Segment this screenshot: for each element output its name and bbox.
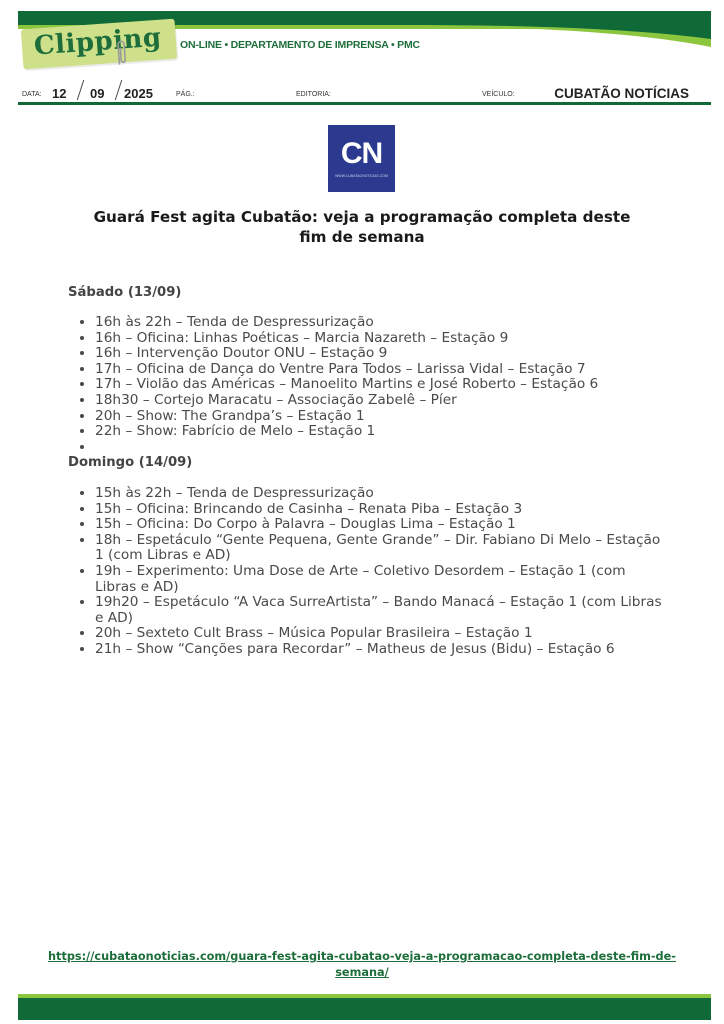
- list-item: • 21h – Show “Canções para Recordar” – Matheus de Jesus (Bidu) – Estação 6: [95, 642, 665, 658]
- list-item: • 22h – Show: Fabrício de Melo – Estação 1: [95, 424, 665, 440]
- cn-logo-subtext: WWW.CUBATAONOTICIAS.COM: [335, 174, 388, 178]
- editoria-label: EDITORIA:: [296, 91, 331, 98]
- day-title-saturday: Sábado (13/09): [68, 285, 182, 300]
- list-item: • 19h – Experimento: Uma Dose de Arte – Coletivo Desordem – Estação 1 (com Libras e AD): [95, 564, 665, 595]
- list-item: • 19h20 – Espetáculo “A Vaca SurreArtista” – Bando Manacá – Estação 1 (com Libras e AD): [95, 595, 665, 626]
- veiculo-name: CUBATÃO NOTÍCIAS: [554, 86, 689, 101]
- schedule-list-sunday: [78, 486, 665, 658]
- list-item: • 15h às 22h – Tenda de Despressurização: [95, 486, 665, 502]
- cn-logo-text: CN: [340, 137, 383, 170]
- list-item: • 16h às 22h – Tenda de Despressurização: [95, 315, 665, 331]
- page-label: PÁG.:: [176, 91, 195, 98]
- header-swoosh: [400, 25, 711, 59]
- paperclip-icon: [114, 38, 130, 67]
- meta-divider: [18, 102, 711, 105]
- list-item: • 16h – Oficina: Linhas Poéticas – Marcia Nazareth – Estação 9: [95, 331, 665, 347]
- article-headline: Guará Fest agita Cubatão: veja a programação completa deste fim de semana: [93, 208, 631, 246]
- date-year: 2025: [124, 86, 153, 101]
- list-item: • 17h – Oficina de Dança do Ventre Para Todos – Larissa Vidal – Estação 7: [95, 362, 665, 378]
- list-item: • 18h30 – Cortejo Maracatu – Associação Zabelê – Píer: [95, 393, 665, 409]
- date-separator: [115, 80, 122, 100]
- date-label: DATA:: [22, 91, 42, 98]
- schedule-list-saturday: [78, 315, 665, 455]
- list-item: • 15h – Oficina: Do Corpo à Palavra – Douglas Lima – Estação 1: [95, 517, 665, 533]
- clipping-logo-text: Clipping: [32, 22, 163, 62]
- list-item: • 17h – Violão das Américas – Manoelito Martins e José Roberto – Estação 6: [95, 377, 665, 393]
- list-item: • 20h – Show: The Grandpa’s – Estação 1: [95, 409, 665, 425]
- source-link[interactable]: https://cubataonoticias.com/guara-fest-agita-cubatao-veja-a-programacao-completa-deste-fim-de-semana/: [48, 950, 676, 979]
- meta-row: [20, 80, 710, 104]
- date-separator: [77, 80, 84, 100]
- day-title-sunday: Domingo (14/09): [68, 455, 193, 470]
- department-line: ON-LINE • DEPARTAMENTO DE IMPRENSA • PMC: [180, 39, 420, 51]
- footer-bar: [18, 998, 711, 1020]
- list-item: • 16h – Intervenção Doutor ONU – Estação 9: [95, 346, 665, 362]
- date-month: 09: [90, 86, 105, 101]
- list-item-empty: [95, 440, 665, 456]
- list-item: • 18h – Espetáculo “Gente Pequena, Gente Grande” – Dir. Fabiano Di Melo – Estação 1 (com Libras e AD): [95, 533, 665, 564]
- date-day: 12: [52, 86, 67, 101]
- list-item: • 15h – Oficina: Brincando de Casinha – Renata Piba – Estação 3: [95, 502, 665, 518]
- list-item: • 20h – Sexteto Cult Brass – Música Popular Brasileira – Estação 1: [95, 626, 665, 642]
- veiculo-label: VEÍCULO:: [482, 91, 515, 98]
- cn-logo: [328, 125, 395, 192]
